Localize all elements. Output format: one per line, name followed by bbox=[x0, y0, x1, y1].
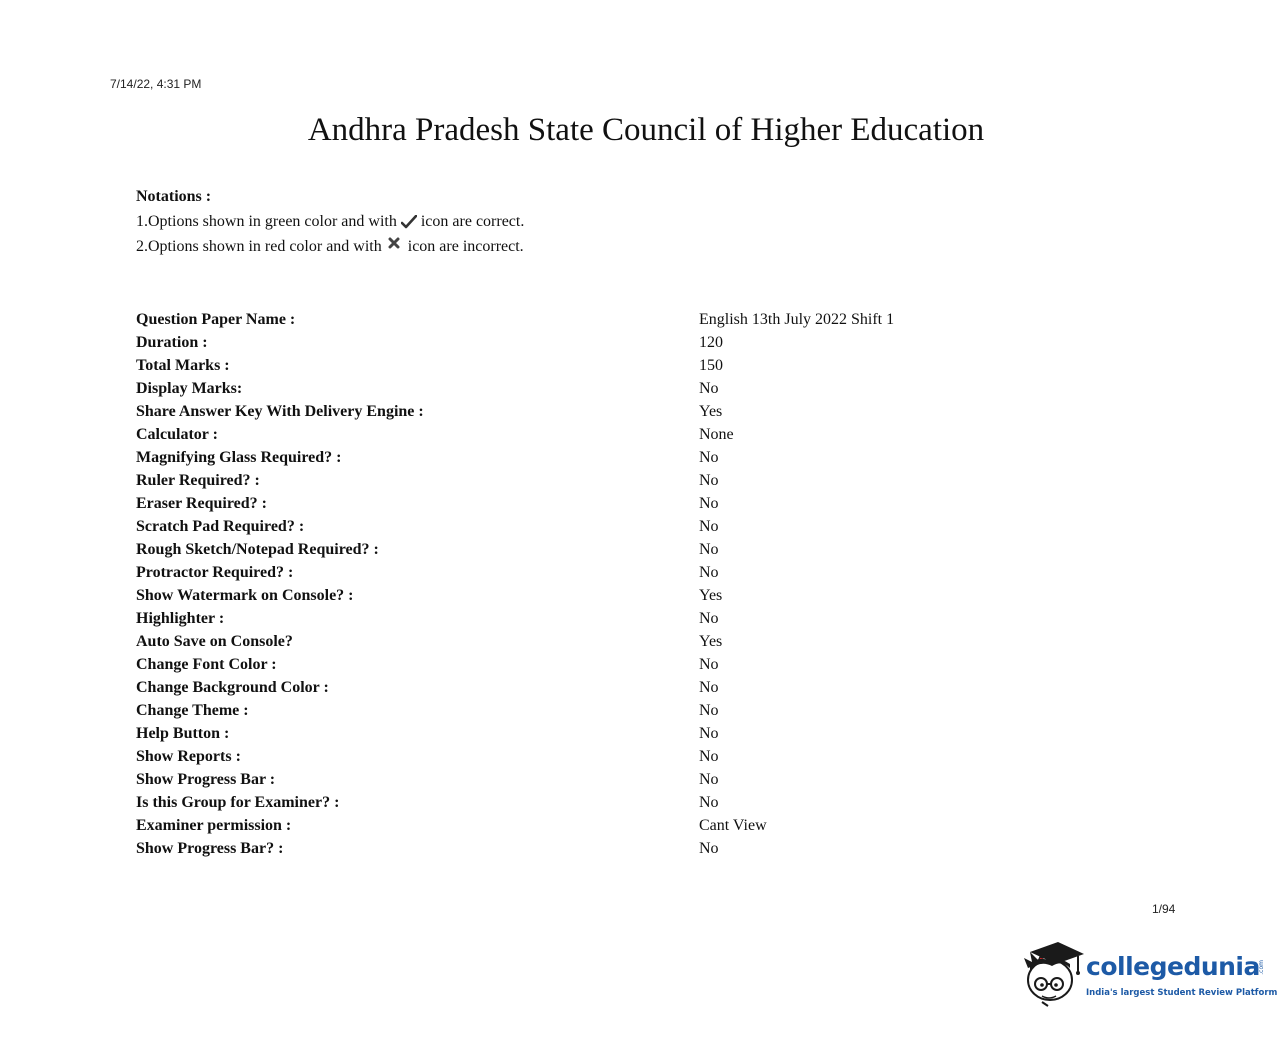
detail-row bbox=[136, 308, 894, 331]
detail-value: No bbox=[699, 472, 719, 489]
detail-row bbox=[136, 469, 894, 492]
detail-row bbox=[136, 722, 894, 745]
notation-correct-suffix: icon are correct. bbox=[420, 213, 525, 230]
logo-suffix: .com bbox=[1258, 960, 1265, 975]
detail-row bbox=[136, 377, 894, 400]
notation-correct bbox=[136, 209, 524, 234]
mascot-icon bbox=[1022, 938, 1086, 1008]
detail-value: No bbox=[699, 771, 719, 788]
detail-value: 150 bbox=[699, 357, 723, 374]
detail-label: Calculator : bbox=[136, 426, 218, 443]
detail-row bbox=[136, 699, 894, 722]
logo-tagline: India's largest Student Review Platform bbox=[1086, 988, 1278, 998]
check-icon bbox=[401, 215, 417, 229]
detail-value: No bbox=[699, 541, 719, 558]
detail-row bbox=[136, 561, 894, 584]
detail-value: No bbox=[699, 518, 719, 535]
notation-incorrect-text: 2.Options shown in red color and with bbox=[136, 238, 382, 255]
notation-correct-text: 1.Options shown in green color and with bbox=[136, 213, 397, 230]
detail-label: Share Answer Key With Delivery Engine : bbox=[136, 403, 424, 420]
detail-value: No bbox=[699, 679, 719, 696]
detail-value: No bbox=[699, 702, 719, 719]
detail-row bbox=[136, 768, 894, 791]
detail-label: Examiner permission : bbox=[136, 817, 292, 834]
detail-label: Is this Group for Examiner? : bbox=[136, 794, 340, 811]
notation-incorrect-suffix: icon are incorrect. bbox=[407, 238, 524, 255]
detail-value: No bbox=[699, 610, 719, 627]
detail-label: Help Button : bbox=[136, 725, 230, 742]
detail-label: Show Progress Bar : bbox=[136, 771, 276, 788]
detail-value: Cant View bbox=[699, 817, 767, 834]
detail-row bbox=[136, 814, 894, 837]
detail-row bbox=[136, 492, 894, 515]
detail-value: No bbox=[699, 656, 719, 673]
detail-label: Highlighter : bbox=[136, 610, 225, 627]
detail-row bbox=[136, 630, 894, 653]
detail-row bbox=[136, 584, 894, 607]
detail-value: No bbox=[699, 380, 719, 397]
detail-label: Rough Sketch/Notepad Required? : bbox=[136, 541, 379, 558]
detail-label: Show Watermark on Console? : bbox=[136, 587, 354, 604]
detail-value: Yes bbox=[699, 587, 723, 604]
detail-row bbox=[136, 400, 894, 423]
detail-value: No bbox=[699, 725, 719, 742]
detail-row bbox=[136, 331, 894, 354]
detail-value: No bbox=[699, 840, 719, 857]
detail-row bbox=[136, 745, 894, 768]
detail-value: No bbox=[699, 794, 719, 811]
detail-row bbox=[136, 423, 894, 446]
notation-incorrect bbox=[136, 234, 524, 259]
detail-label: Protractor Required? : bbox=[136, 564, 294, 581]
paper-details-table bbox=[136, 308, 894, 860]
detail-row bbox=[136, 446, 894, 469]
detail-label: Display Marks: bbox=[136, 380, 243, 397]
detail-value: Yes bbox=[699, 403, 723, 420]
detail-value: No bbox=[699, 748, 719, 765]
detail-label: Total Marks : bbox=[136, 357, 230, 374]
notations-heading: Notations : bbox=[136, 188, 212, 205]
collegedunia-logo bbox=[1022, 938, 1278, 1010]
page-title: Andhra Pradesh State Council of Higher Education bbox=[307, 112, 985, 148]
notations-section bbox=[136, 184, 524, 259]
detail-label: Question Paper Name : bbox=[136, 311, 296, 328]
detail-value: 120 bbox=[699, 334, 723, 351]
detail-label: Show Progress Bar? : bbox=[136, 840, 284, 857]
detail-label: Change Background Color : bbox=[136, 679, 329, 696]
detail-label: Eraser Required? : bbox=[136, 495, 267, 512]
detail-value: No bbox=[699, 564, 719, 581]
detail-row bbox=[136, 354, 894, 377]
detail-label: Change Font Color : bbox=[136, 656, 277, 673]
detail-row bbox=[136, 515, 894, 538]
detail-label: Ruler Required? : bbox=[136, 472, 260, 489]
detail-value: English 13th July 2022 Shift 1 bbox=[699, 311, 895, 328]
detail-label: Change Theme : bbox=[136, 702, 249, 719]
detail-value: No bbox=[699, 495, 719, 512]
logo-wordmark: collegedunia bbox=[1086, 952, 1260, 981]
detail-label: Show Reports : bbox=[136, 748, 241, 765]
detail-row bbox=[136, 837, 894, 860]
detail-label: Duration : bbox=[136, 334, 208, 351]
detail-row bbox=[136, 607, 894, 630]
detail-row bbox=[136, 791, 894, 814]
detail-value: None bbox=[699, 426, 734, 443]
detail-label: Magnifying Glass Required? : bbox=[136, 449, 342, 466]
detail-value: Yes bbox=[699, 633, 723, 650]
detail-row bbox=[136, 676, 894, 699]
page-number: 1/94 bbox=[1152, 902, 1176, 916]
detail-label: Auto Save on Console? bbox=[136, 633, 293, 650]
detail-row bbox=[136, 653, 894, 676]
detail-label: Scratch Pad Required? : bbox=[136, 518, 305, 535]
detail-value: No bbox=[699, 449, 719, 466]
cross-icon bbox=[388, 237, 400, 249]
print-timestamp: 7/14/22, 4:31 PM bbox=[110, 77, 202, 91]
detail-row bbox=[136, 538, 894, 561]
